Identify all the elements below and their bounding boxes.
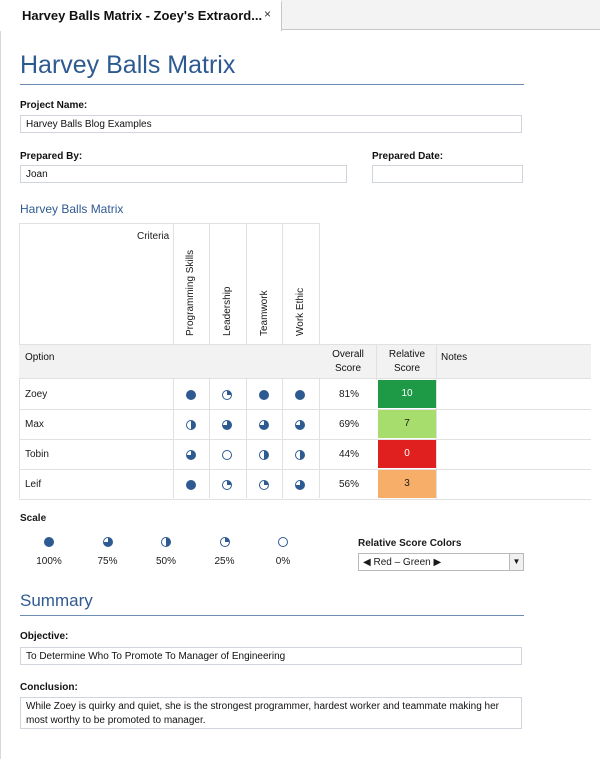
table-row bbox=[19, 440, 591, 470]
prepared-date-label: Prepared Date: bbox=[372, 151, 444, 162]
notes-cell[interactable] bbox=[437, 410, 591, 440]
criteria-label: Criteria bbox=[137, 231, 170, 242]
option-header: Option bbox=[25, 352, 55, 363]
page-title: Harvey Balls Matrix bbox=[20, 51, 236, 79]
table-row bbox=[19, 380, 591, 410]
objective-field[interactable]: To Determine Who To Promote To Manager of Engineering bbox=[20, 647, 522, 665]
col-divider bbox=[436, 345, 437, 380]
scale-label: Scale bbox=[20, 513, 47, 524]
project-name-field[interactable]: Harvey Balls Blog Examples bbox=[20, 115, 522, 133]
harvey-ball-icon bbox=[259, 480, 269, 490]
harvey-ball-icon bbox=[259, 420, 269, 430]
matrix-top-border bbox=[19, 223, 319, 224]
table-row bbox=[19, 410, 591, 440]
relative-score: 7 bbox=[378, 410, 436, 438]
criteria-programming-skills: Programming Skills bbox=[185, 249, 196, 336]
harvey-ball-icon bbox=[295, 480, 305, 490]
scale-percent: 25% bbox=[214, 556, 235, 567]
prepared-by-field[interactable]: Joan bbox=[20, 165, 347, 183]
harvey-ball-icon bbox=[295, 450, 305, 460]
relative-score-colors-label: Relative Score Colors bbox=[358, 538, 462, 549]
option-name: Tobin bbox=[25, 449, 49, 460]
scale-item bbox=[20, 534, 78, 576]
harvey-ball-icon bbox=[222, 480, 232, 490]
notes-cell[interactable] bbox=[437, 380, 591, 410]
matrix-header-row bbox=[19, 344, 591, 379]
col-divider bbox=[376, 345, 377, 380]
title-divider bbox=[20, 84, 524, 85]
scale-percent: 100% bbox=[36, 556, 62, 567]
scale-item bbox=[79, 534, 137, 576]
criteria-leadership: Leadership bbox=[222, 286, 233, 336]
overall-score: 81% bbox=[339, 389, 360, 400]
option-name: Zoey bbox=[25, 389, 48, 400]
harvey-ball-icon bbox=[161, 537, 171, 547]
criteria-teamwork: Teamwork bbox=[259, 290, 270, 336]
harvey-ball-icon bbox=[222, 390, 232, 400]
scale-item bbox=[254, 534, 312, 576]
document-tab[interactable] bbox=[0, 0, 282, 31]
relative-score: 0 bbox=[378, 440, 436, 468]
overall-score-header: Overall Score bbox=[332, 349, 364, 374]
scale-percent: 0% bbox=[275, 556, 291, 567]
harvey-ball-icon bbox=[295, 390, 305, 400]
scale-item bbox=[196, 534, 254, 576]
relative-score: 3 bbox=[378, 470, 436, 498]
harvey-ball-icon bbox=[295, 420, 305, 430]
tab-title[interactable]: Harvey Balls Matrix - Zoey's Extraord... bbox=[22, 8, 263, 23]
project-name-label: Project Name: bbox=[20, 100, 88, 111]
tab-strip bbox=[0, 0, 600, 30]
matrix-section-title: Harvey Balls Matrix bbox=[20, 202, 124, 216]
scale-percent: 75% bbox=[97, 556, 118, 567]
summary-title: Summary bbox=[20, 591, 93, 610]
harvey-ball-icon bbox=[222, 450, 232, 460]
scale-percent: 50% bbox=[155, 556, 176, 567]
relative-score-header: Relative Score bbox=[388, 349, 426, 374]
harvey-ball-icon bbox=[186, 390, 196, 400]
option-name: Leif bbox=[25, 479, 42, 490]
harvey-ball-icon bbox=[259, 450, 269, 460]
objective-label: Objective: bbox=[20, 631, 69, 642]
conclusion-field[interactable]: While Zoey is quirky and quiet, she is the strongest programmer, hardest worker and teammate making her most worthy to be promoted to manager. bbox=[20, 697, 522, 729]
harvey-balls-matrix bbox=[19, 223, 591, 498]
summary-divider bbox=[20, 615, 524, 616]
overall-score: 44% bbox=[339, 449, 360, 460]
table-row bbox=[19, 470, 591, 500]
harvey-ball-icon bbox=[220, 537, 230, 547]
relative-score-colors-value: ◀ Red – Green ▶ bbox=[363, 557, 442, 568]
harvey-ball-icon bbox=[222, 420, 232, 430]
overall-score: 69% bbox=[339, 419, 360, 430]
prepared-by-label: Prepared By: bbox=[20, 151, 83, 162]
harvey-ball-icon bbox=[186, 420, 196, 430]
conclusion-label: Conclusion: bbox=[20, 682, 78, 693]
close-icon[interactable]: × bbox=[264, 7, 272, 21]
harvey-ball-icon bbox=[259, 390, 269, 400]
harvey-ball-icon bbox=[278, 537, 288, 547]
prepared-date-field[interactable] bbox=[372, 165, 523, 183]
notes-cell[interactable] bbox=[437, 440, 591, 470]
scale-item bbox=[137, 534, 195, 576]
harvey-ball-icon bbox=[103, 537, 113, 547]
harvey-ball-icon bbox=[186, 480, 196, 490]
relative-score-colors-select[interactable] bbox=[358, 553, 524, 571]
notes-cell[interactable] bbox=[437, 470, 591, 500]
harvey-ball-icon bbox=[186, 450, 196, 460]
overall-score: 56% bbox=[339, 479, 360, 490]
chevron-down-icon[interactable]: ▼ bbox=[509, 554, 523, 570]
option-name: Max bbox=[25, 419, 44, 430]
notes-header: Notes bbox=[441, 352, 468, 363]
document-page bbox=[0, 31, 600, 759]
harvey-ball-icon bbox=[44, 537, 54, 547]
criteria-work-ethic: Work Ethic bbox=[295, 287, 306, 336]
relative-score: 10 bbox=[378, 380, 436, 408]
